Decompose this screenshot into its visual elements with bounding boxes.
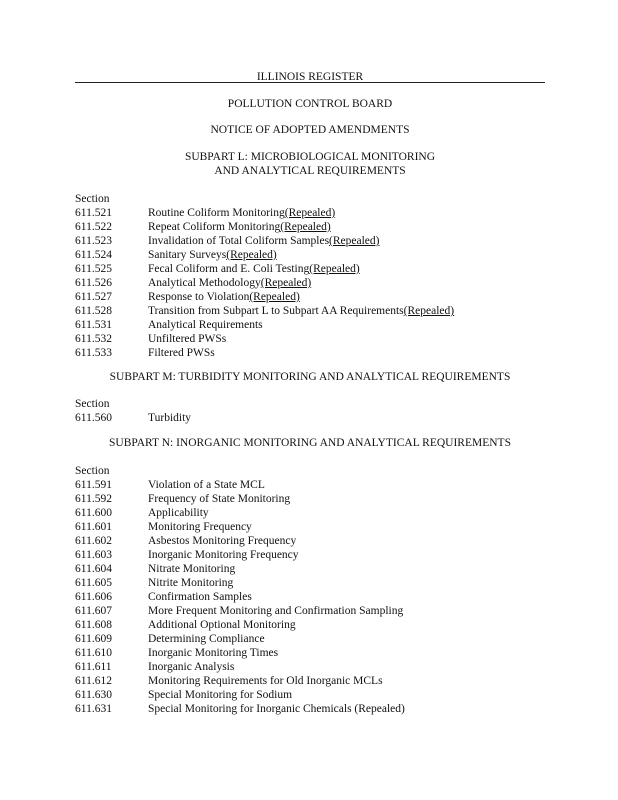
section-title: Fecal Coliform and E. Coli Testing (148, 263, 310, 275)
table-row (75, 590, 545, 604)
section-number: 611.524 (75, 249, 112, 261)
table-row (75, 318, 545, 332)
subpart-l-title-line1: SUBPART L: MICROBIOLOGICAL MONITORING (184, 151, 436, 163)
table-row (75, 276, 545, 290)
section-title: Special Monitoring for Inorganic Chemicals (Repealed) (148, 703, 405, 715)
section-number: 611.602 (75, 535, 112, 547)
section-number: 611.522 (75, 221, 112, 233)
section-number: 611.528 (75, 305, 112, 317)
section-number: 611.527 (75, 291, 112, 303)
section-title: Analytical Requirements (148, 319, 263, 331)
subpart-m-title: SUBPART M: TURBIDITY MONITORING AND ANALYTICAL REQUIREMENTS (109, 371, 511, 383)
table-row (75, 618, 545, 632)
section-title: Additional Optional Monitoring (148, 619, 296, 631)
section-title: Transition from Subpart L to Subpart AA Requirements (148, 305, 404, 317)
subpart-m-section-label: Section (75, 398, 110, 410)
table-row (75, 506, 545, 520)
section-title: Repeat Coliform Monitoring (148, 221, 281, 233)
table-row (75, 492, 545, 506)
table-row (75, 702, 545, 716)
section-number: 611.607 (75, 605, 112, 617)
section-number: 611.521 (75, 207, 112, 219)
section-number: 611.526 (75, 277, 112, 289)
repealed-tag: (Repealed) (260, 277, 312, 289)
section-title: Invalidation of Total Coliform Samples (148, 235, 330, 247)
table-row (75, 520, 545, 534)
table-row (75, 262, 545, 276)
section-number: 611.591 (75, 479, 112, 491)
repealed-tag: (Repealed) (309, 263, 360, 275)
table-row (75, 248, 545, 262)
subpart-l-table (75, 206, 545, 360)
section-number: 611.609 (75, 633, 112, 645)
section-number: 611.612 (75, 675, 112, 687)
table-row (75, 478, 545, 492)
section-number: 611.611 (75, 661, 112, 673)
section-number: 611.523 (75, 235, 112, 247)
repealed-tag: (Repealed) (249, 291, 300, 303)
section-number: 611.560 (75, 412, 112, 424)
repealed-tag: (Repealed) (284, 207, 336, 219)
board-name: POLLUTION CONTROL BOARD (227, 98, 393, 110)
repealed-tag: (Repealed) (403, 305, 455, 317)
section-title: Special Monitoring for Sodium (148, 689, 293, 701)
table-row (75, 688, 545, 702)
section-number: 611.592 (75, 493, 112, 505)
section-number: 611.533 (75, 347, 112, 359)
repealed-tag: (Repealed) (329, 235, 380, 247)
table-row (75, 604, 545, 618)
section-title: Monitoring Frequency (148, 521, 252, 533)
section-number: 611.631 (75, 703, 112, 715)
section-number: 611.610 (75, 647, 112, 659)
section-title: Unfiltered PWSs (148, 333, 227, 345)
table-row (75, 304, 545, 318)
table-row (75, 548, 545, 562)
section-number: 611.603 (75, 549, 112, 561)
section-title: Turbidity (148, 412, 192, 424)
section-title: Nitrite Monitoring (148, 577, 234, 589)
section-title: Nitrate Monitoring (148, 563, 236, 575)
section-title: Inorganic Analysis (148, 661, 235, 673)
subpart-m-table (75, 411, 545, 425)
section-title: Confirmation Samples (148, 591, 252, 603)
section-number: 611.604 (75, 563, 112, 575)
section-title: Response to Violation (148, 291, 250, 303)
table-row (75, 290, 545, 304)
table-row (75, 206, 545, 220)
section-number: 611.600 (75, 507, 112, 519)
section-title: Inorganic Monitoring Frequency (148, 549, 299, 561)
section-title: More Frequent Monitoring and Confirmation Sampling (148, 605, 404, 617)
subpart-n-section-label: Section (75, 465, 110, 477)
section-number: 611.601 (75, 521, 112, 533)
table-row (75, 346, 545, 360)
section-title: Filtered PWSs (148, 347, 215, 359)
section-number: 611.630 (75, 689, 112, 701)
section-number: 611.605 (75, 577, 112, 589)
table-row (75, 534, 545, 548)
section-number: 611.606 (75, 591, 112, 603)
table-row (75, 632, 545, 646)
subpart-n-title: SUBPART N: INORGANIC MONITORING AND ANALYTICAL REQUIREMENTS (109, 437, 511, 449)
section-title: Asbestos Monitoring Frequency (148, 535, 297, 547)
section-title: Routine Coliform Monitoring (148, 207, 285, 219)
repealed-tag: (Repealed) (280, 221, 331, 233)
section-number: 611.532 (75, 333, 112, 345)
section-title: Analytical Methodology (148, 277, 261, 289)
table-row (75, 220, 545, 234)
table-row (75, 332, 545, 346)
table-row (75, 562, 545, 576)
section-title: Determining Compliance (148, 633, 265, 645)
subpart-l-section-label: Section (75, 193, 110, 205)
section-number: 611.531 (75, 319, 112, 331)
table-row (75, 674, 545, 688)
register-title: ILLINOIS REGISTER (256, 71, 364, 83)
repealed-tag: (Repealed) (226, 249, 277, 261)
subpart-l-title-line2: AND ANALYTICAL REQUIREMENTS (214, 165, 406, 177)
section-title: Monitoring Requirements for Old Inorganic MCLs (148, 675, 383, 687)
section-title: Sanitary Surveys (148, 249, 227, 261)
section-title: Applicability (148, 507, 209, 519)
section-number: 611.608 (75, 619, 112, 631)
subpart-n-table (75, 478, 545, 716)
table-row (75, 646, 545, 660)
section-title: Violation of a State MCL (148, 479, 265, 491)
table-row (75, 576, 545, 590)
table-row (75, 234, 545, 248)
table-row (75, 411, 545, 425)
notice-title: NOTICE OF ADOPTED AMENDMENTS (210, 124, 410, 136)
table-row (75, 660, 545, 674)
section-title: Frequency of State Monitoring (148, 493, 291, 505)
section-number: 611.525 (75, 263, 112, 275)
section-title: Inorganic Monitoring Times (148, 647, 279, 659)
